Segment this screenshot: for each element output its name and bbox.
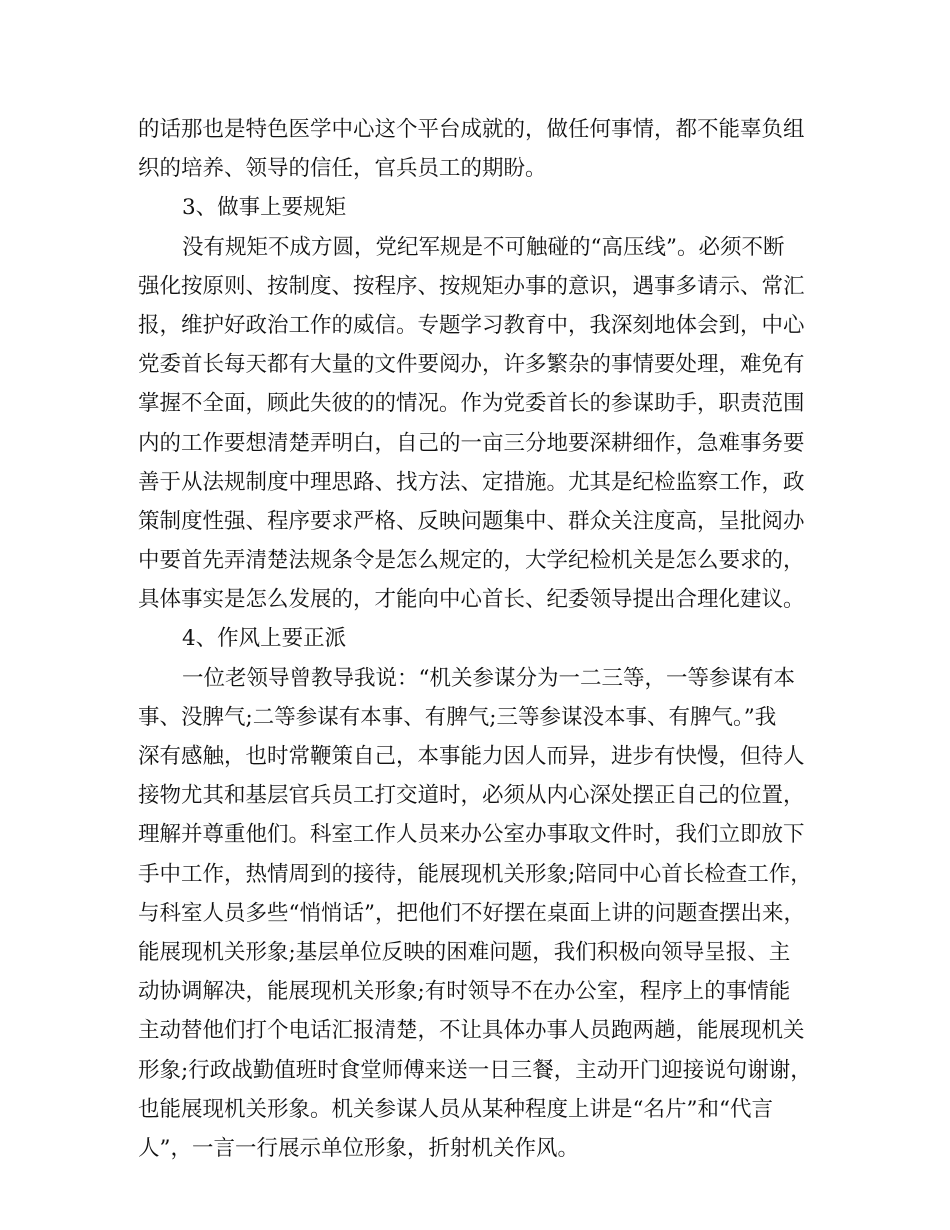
text-line: 强化按原则、按制度、按程序、按规矩办事的意识，遇事多请示、常汇 bbox=[138, 273, 805, 299]
text-line: 具体事实是怎么发展的，才能向中心首长、纪委领导提出合理化建议。 bbox=[138, 587, 805, 613]
text-line: 报，维护好政治工作的威信。专题学习教育中，我深刻地体会到，中心 bbox=[138, 312, 805, 338]
text-line: 手中工作，热情周到的接待，能展现机关形象;陪同中心首长检查工作， bbox=[138, 861, 812, 887]
text-line: 3、做事上要规矩 bbox=[182, 195, 347, 221]
text-line: 接物尤其和基层官兵员工打交道时，必须从内心深处摆正自己的位置， bbox=[138, 783, 805, 809]
text-line: 中要首先弄清楚法规条令是怎么规定的，大学纪检机关是怎么要求的， bbox=[138, 548, 805, 574]
text-line: 掌握不全面，顾此失彼的的情况。作为党委首长的参谋助手，职责范围 bbox=[138, 391, 805, 417]
text-line: 能展现机关形象;基层单位反映的困难问题，我们积极向领导呈报、主 bbox=[138, 939, 791, 965]
text-line: 深有感触，也时常鞭策自己，本事能力因人而异，进步有快慢，但待人 bbox=[138, 744, 805, 769]
text-line: 主动替他们打个电话汇报清楚，不让具体办事人员跑两趟，能展现机关 bbox=[138, 1018, 805, 1044]
text-line: 理解并尊重他们。科室工作人员来办公室办事取文件时，我们立即放下 bbox=[138, 822, 805, 848]
text-line: 与科室人员多些“悄悄话”，把他们不好摆在桌面上讲的问题查摆出来， bbox=[138, 900, 805, 926]
text-line: 策制度性强、程序要求严格、反映问题集中、群众关注度高，呈批阅办 bbox=[138, 508, 805, 534]
document-body bbox=[138, 110, 828, 1168]
text-line: 的话那也是特色医学中心这个平台成就的，做任何事情，都不能辜负组 bbox=[138, 117, 805, 142]
text-line: 没有规矩不成方圆，党纪军规是不可触碰的“高压线”。必须不断 bbox=[182, 234, 785, 260]
text-line: 4、作风上要正派 bbox=[182, 626, 347, 652]
text-line: 也能展现机关形象。机关参谋人员从某种程度上讲是“名片”和“代言 bbox=[138, 1096, 773, 1122]
text-line: 人”，一言一行展示单位形象，折射机关作风。 bbox=[138, 1135, 579, 1161]
text-line: 党委首长每天都有大量的文件要阅办，许多繁杂的事情要处理，难免有 bbox=[138, 352, 805, 378]
text-line: 内的工作要想清楚弄明白，自己的一亩三分地要深耕细作，急难事务要 bbox=[138, 430, 805, 456]
text-line: 织的培养、领导的信任，官兵员工的期盼。 bbox=[138, 156, 547, 182]
text-line: 形象;行政战勤值班时食堂师傅来送一日三餐，主动开门迎接说句谢谢， bbox=[138, 1057, 812, 1083]
text-line: 善于从法规制度中理思路、找方法、定措施。尤其是纪检监察工作，政 bbox=[138, 469, 805, 495]
text-line: 一位老领导曾教导我说：“机关参谋分为一二三等，一等参谋有本 bbox=[182, 665, 795, 691]
text-line: 事、没脾气;二等参谋有本事、有脾气;三等参谋没本事、有脾气。”我 bbox=[138, 704, 777, 730]
text-line: 动协调解决，能展现机关形象;有时领导不在办公室，程序上的事情能 bbox=[138, 979, 791, 1005]
